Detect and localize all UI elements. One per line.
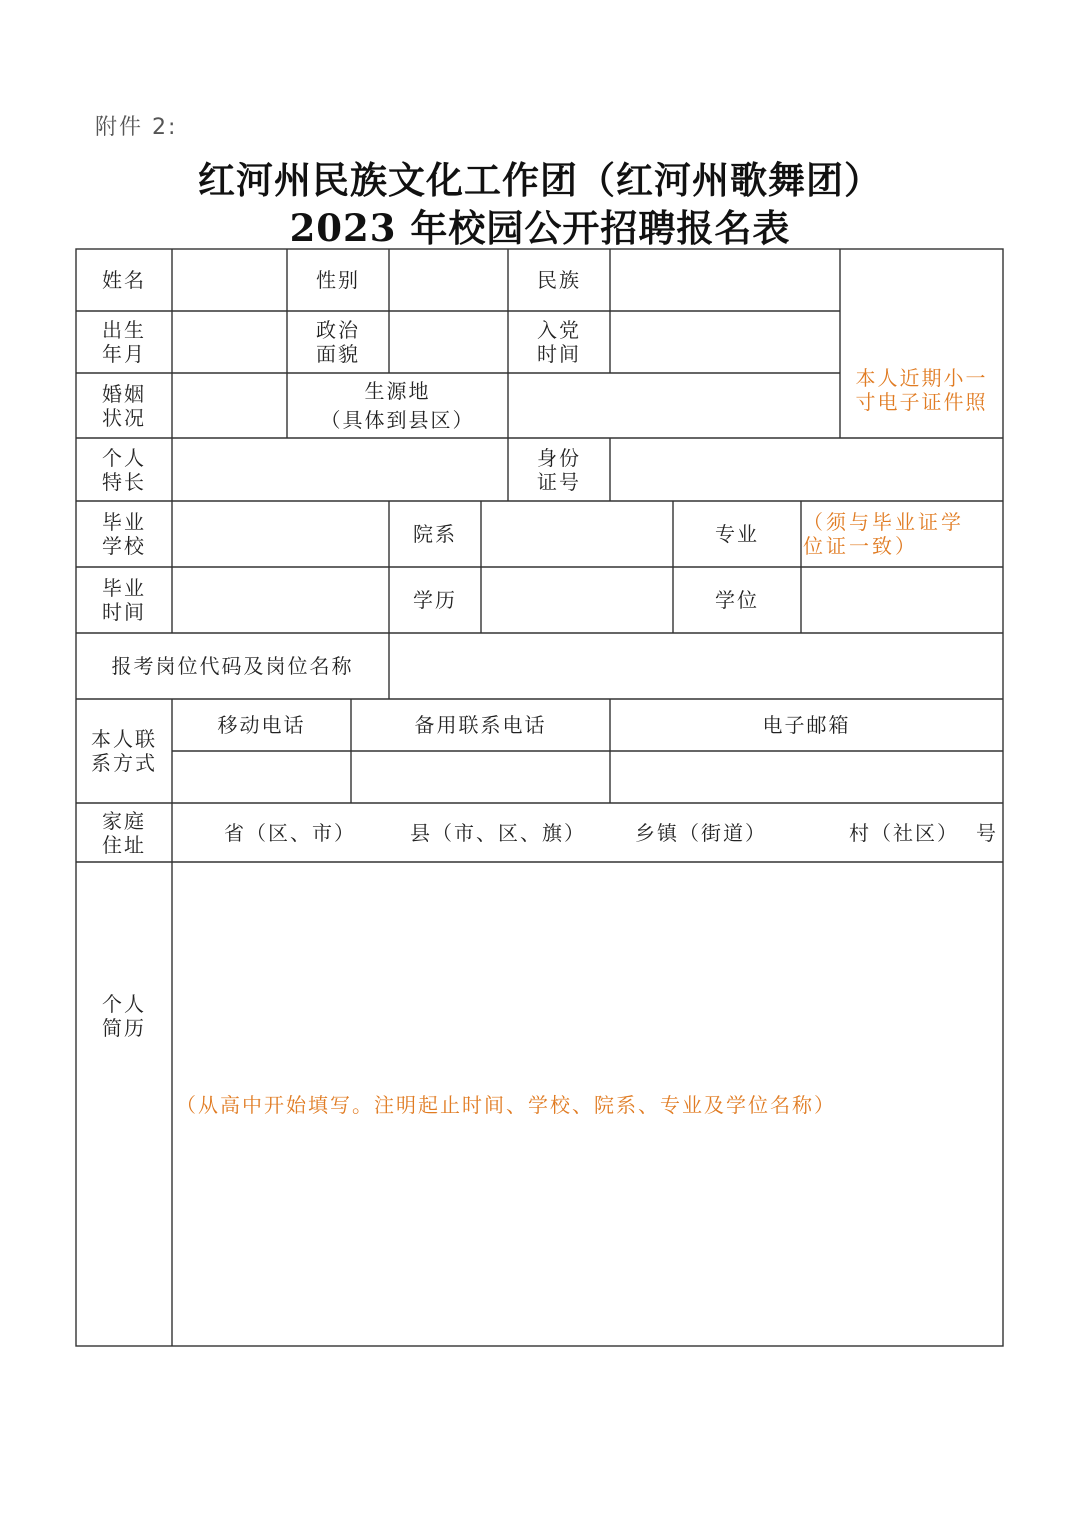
field-id-number[interactable] <box>610 438 1003 501</box>
label-birth: 出生 年月 <box>102 318 146 366</box>
field-party-join[interactable] <box>610 311 840 373</box>
label-grad-time: 毕业 时间 <box>102 576 146 624</box>
label-party-join: 入党 时间 <box>537 318 581 366</box>
label-address: 家庭 住址 <box>102 808 146 857</box>
label-marital: 婚姻 状况 <box>102 381 146 430</box>
label-gender: 性别 <box>316 268 360 292</box>
form-title-line1: 红河州民族文化工作团（红河州歌舞团） <box>198 158 882 202</box>
label-school: 毕业 学校 <box>102 510 146 558</box>
addr-village: 村（社区） <box>849 820 959 845</box>
field-origin[interactable] <box>508 373 840 438</box>
field-name[interactable] <box>172 249 287 311</box>
resume-hint[interactable]: （从高中开始填写。注明起止时间、学校、院系、专业及学位名称） <box>176 1093 836 1117</box>
field-school[interactable] <box>172 501 389 567</box>
field-degree[interactable] <box>801 567 1003 633</box>
major-hint[interactable]: （须与毕业证学 位证一致） <box>803 510 964 558</box>
field-gender[interactable] <box>389 249 508 311</box>
label-position: 报考岗位代码及岗位名称 <box>111 654 354 678</box>
field-ethnicity[interactable] <box>610 249 840 311</box>
label-email: 电子邮箱 <box>762 713 851 737</box>
label-origin: 生源地 （具体到县区） <box>320 378 475 432</box>
label-political: 政治 面貌 <box>316 318 360 366</box>
field-position[interactable] <box>389 633 1003 699</box>
label-id-number: 身份 证号 <box>537 445 581 494</box>
field-department[interactable] <box>481 501 673 567</box>
label-ethnicity: 民族 <box>537 268 581 292</box>
field-education[interactable] <box>481 567 673 633</box>
field-email[interactable] <box>610 751 1003 803</box>
label-name: 姓名 <box>102 268 146 292</box>
label-backup-phone: 备用联系电话 <box>414 713 547 737</box>
label-education: 学历 <box>413 588 457 612</box>
field-specialty[interactable] <box>172 438 508 501</box>
field-marital[interactable] <box>172 373 287 438</box>
field-mobile[interactable] <box>172 751 351 803</box>
label-contact: 本人联 系方式 <box>91 727 157 775</box>
label-mobile: 移动电话 <box>217 713 306 737</box>
attachment-label: 附件 2: <box>95 115 178 140</box>
field-grad-time[interactable] <box>172 567 389 633</box>
label-major: 专业 <box>715 522 759 546</box>
field-political[interactable] <box>389 311 508 373</box>
field-birth[interactable] <box>172 311 287 373</box>
addr-number: 号 <box>976 820 998 845</box>
addr-province: 省（区、市） <box>224 820 356 845</box>
addr-county: 县（市、区、旗） <box>410 820 586 845</box>
label-resume: 个人 简历 <box>102 992 146 1040</box>
form-title-line2: 2023 年校园公开招聘报名表 <box>289 206 791 250</box>
photo-hint: 本人近期小一 寸电子证件照 <box>855 366 988 414</box>
label-specialty: 个人 特长 <box>102 445 146 494</box>
label-degree: 学位 <box>715 588 759 612</box>
label-department: 院系 <box>413 522 457 546</box>
field-backup-phone[interactable] <box>351 751 610 803</box>
addr-town: 乡镇（街道） <box>635 820 767 845</box>
